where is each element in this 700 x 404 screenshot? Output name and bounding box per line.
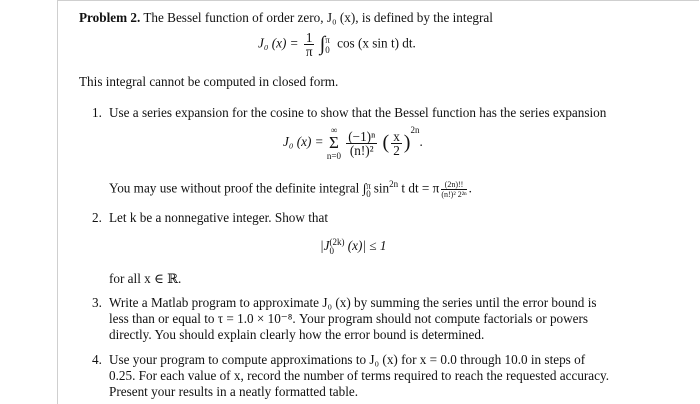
sum-operator: ∞ Σ n=0 <box>326 125 341 161</box>
derivative-bound: |J (2k) 0 (x)| ≤ 1 <box>320 237 387 256</box>
item-3-marker: 3. <box>92 295 102 310</box>
item-2-marker: 2. <box>92 210 102 225</box>
integral-sign: ∫ <box>319 33 326 55</box>
problem-intro: The Bessel function of order zero, J₀ (x), is defined by the integral <box>143 10 493 25</box>
for-all-clause: for all x ∈ ℝ. <box>109 271 182 286</box>
item-3-line-3: directly. You should explain clearly how the error bound is determined. <box>109 327 485 342</box>
integrand: cos (x sin t) dt. <box>337 35 416 51</box>
problem-label: Problem 2. <box>79 10 141 25</box>
x-over-2: $\frac{x}{2}$ <box>393 128 400 158</box>
series-lhs: J₀ (x) = <box>283 134 324 150</box>
item-2-text: Let k be a nonnegative integer. Show that <box>109 210 328 225</box>
item-1-text: Use a series expansion for the cosine to show that the Bessel function has the series expansion <box>109 105 607 120</box>
series-equation: J₀ (x) = ∞ Σ n=0 $\frac{\text{(−1)ⁿ}}{\text{(n!)²}}$ ( $\frac{x}{2}$ )$^{2n}$. <box>283 124 423 161</box>
item-3-line-2: less than or equal to τ = 1.0 × 10⁻⁸. Your program should not compute factorials or powers <box>109 311 589 326</box>
integral-prefactor: $\frac{1}{\pi}$ <box>305 30 313 59</box>
hint-fraction: $\frac{(2n)!!}{\text{(n!)² 2²ⁿ}}$ <box>441 180 467 199</box>
series-coefficient: $\frac{\text{(−1)ⁿ}}{\text{(n!)²}}$ <box>348 128 376 158</box>
item-4-line-3: Present your results in a neatly formatted table. <box>109 384 359 399</box>
item-4-line-1: Use your program to compute approximations to J₀ (x) for x = 0.0 through 10.0 in steps of <box>109 352 586 367</box>
integral-equation <box>258 31 416 58</box>
integral-lhs: J₀ (x) = <box>258 35 299 51</box>
problem-page <box>57 0 699 404</box>
problem-header <box>79 10 493 25</box>
item-4-line-2: 0.25. For each value of x, record the number of terms required to reach the requested accuracy. <box>109 368 610 383</box>
item-1-marker: 1. <box>92 105 102 120</box>
integral-hint: You may use without proof the definite integral ∫ π 0 $\sin^{2n} t$ dt = π $\frac{(2n)!!}{\text{(n!)² 2²ⁿ}}$ . <box>109 179 472 199</box>
closed-form-note: This integral cannot be computed in closed form. <box>79 74 339 89</box>
integral-lower: 0 <box>325 44 330 55</box>
item-4-marker: 4. <box>92 352 102 367</box>
integral-upper: π <box>325 34 330 45</box>
item-3-line-1: Write a Matlab program to approximate J₀ (x) by summing the series until the error bound is <box>109 295 597 310</box>
